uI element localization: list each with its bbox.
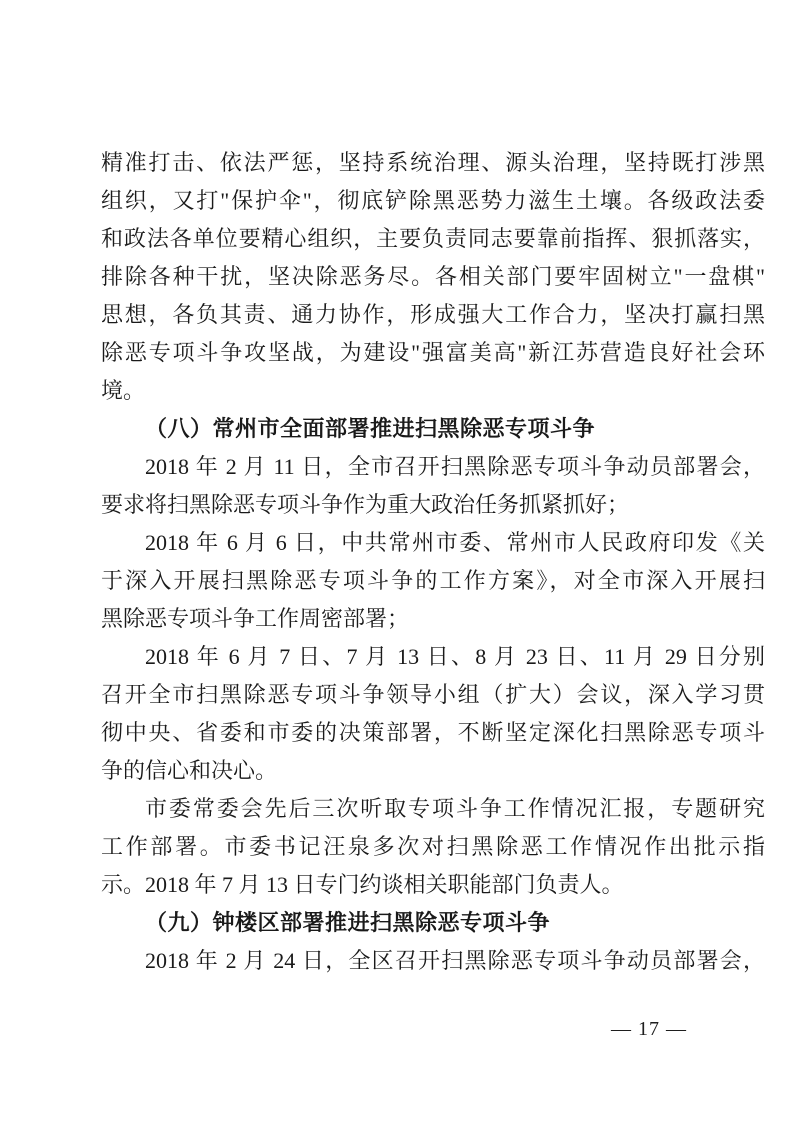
- text-line: 境。: [101, 378, 146, 403]
- text-line: 排除各种干扰，坚决除恶务尽。各相关部门要牢固树立"一盘棋": [101, 264, 765, 289]
- text-line: 工作部署。市委书记汪泉多次对扫黑除恶工作情况作出批示指: [101, 834, 765, 859]
- text-line: 召开全市扫黑除恶专项斗争领导小组（扩大）会议，深入学习贯: [101, 682, 765, 707]
- text-line: 争的信心和决心。: [101, 758, 278, 783]
- text-line: 和政法各单位要精心组织，主要负责同志要靠前指挥、狠抓落实，: [101, 226, 765, 251]
- text-line: 于深入开展扫黑除恶专项斗争的工作方案》，对全市深入开展扫: [101, 568, 765, 593]
- text-line: 2018 年 2 月 24 日，全区召开扫黑除恶专项斗争动员部署会，: [145, 948, 765, 973]
- text-line: 除恶专项斗争攻坚战，为建设"强富美高"新江苏营造良好社会环: [101, 340, 765, 365]
- section-heading-9: （九）钟楼区部署推进扫黑除恶专项斗争: [145, 910, 551, 935]
- text-line: 彻中央、省委和市委的决策部署，不断坚定深化扫黑除恶专项斗: [101, 720, 765, 745]
- text-line: 市委常委会先后三次听取专项斗争工作情况汇报，专题研究: [145, 796, 765, 821]
- text-line: 2018 年 6 月 7 日、7 月 13 日、8 月 23 日、11 月 29 日分别: [145, 644, 765, 669]
- section-heading-8: （八）常州市全面部署推进扫黑除恶专项斗争: [145, 416, 596, 441]
- text-line: 2018 年 2 月 11 日，全市召开扫黑除恶专项斗争动员部署会，: [145, 454, 765, 479]
- text-line: 组织，又打"保护伞"，彻底铲除黑恶势力滋生土壤。各级政法委: [101, 188, 765, 213]
- document-body: [101, 144, 765, 980]
- text-line: 精准打击、依法严惩，坚持系统治理、源头治理，坚持既打涉黑: [101, 150, 765, 175]
- page-number: — 17 —: [611, 1018, 687, 1040]
- text-line: 要求将扫黑除恶专项斗争作为重大政治任务抓紧抓好；: [101, 492, 630, 517]
- text-line: 黑除恶专项斗争工作周密部署；: [101, 606, 410, 631]
- text-line: 示。2018 年 7 月 13 日专门约谈相关职能部门负责人。: [101, 872, 624, 897]
- text-line: 思想，各负其责、通力协作，形成强大工作合力，坚决打赢扫黑: [101, 302, 765, 327]
- text-line: 2018 年 6 月 6 日，中共常州市委、常州市人民政府印发《关: [145, 530, 765, 555]
